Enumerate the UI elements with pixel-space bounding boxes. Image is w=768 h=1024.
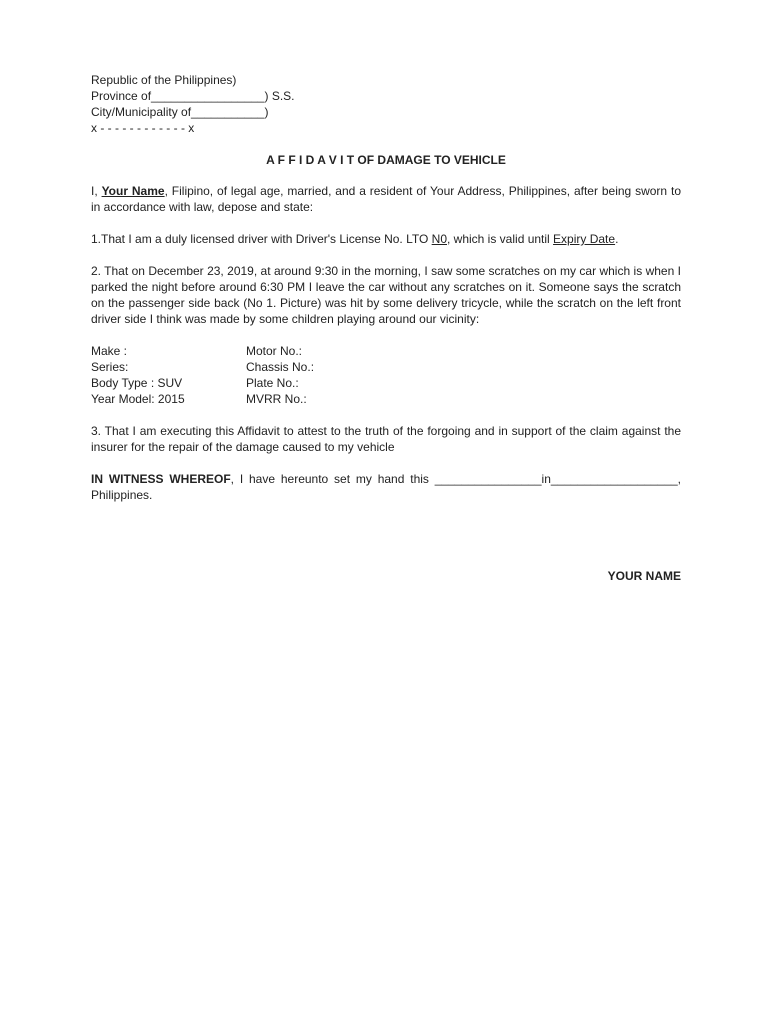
vehicle-series: Series: bbox=[91, 360, 129, 374]
venue-province: Province of_________________) S.S. bbox=[91, 89, 295, 103]
affiant-name: Your Name bbox=[101, 184, 165, 198]
vehicle-row bbox=[91, 375, 314, 391]
vehicle-motor-no: Motor No.: bbox=[246, 344, 303, 358]
vehicle-plate-no: Plate No.: bbox=[246, 376, 299, 390]
vehicle-body-type: Body Type : SUV bbox=[91, 376, 183, 390]
intro-paragraph bbox=[91, 183, 681, 215]
intro-suffix: , Filipino, of legal age, married, and a resident of Your Address, Philippines, after being sworn to in accordance with law, depose and state: bbox=[91, 184, 681, 214]
vehicle-row bbox=[91, 391, 314, 407]
witness-paragraph bbox=[91, 471, 681, 503]
item-1-prefix: 1.That I am a duly licensed driver with Driver's License No. LTO bbox=[91, 232, 432, 246]
item-2-paragraph: 2. That on December 23, 2019, at around 9:30 in the morning, I saw some scratches on my car which is when I parked the night before around 6:30 PM I leave the car without any scratches on it. Someone says the scratch on the passenger side back (No 1. Picture) was hit by some delivery tricycle, while the scratch on the left front driver side I think was made by some children playing around our vicinity: bbox=[91, 264, 681, 326]
witness-heading: IN WITNESS WHEREOF bbox=[91, 472, 231, 486]
vehicle-row bbox=[91, 343, 314, 359]
vehicle-mvrr-no: MVRR No.: bbox=[246, 392, 307, 406]
venue-header bbox=[91, 72, 681, 136]
intro-prefix: I, bbox=[91, 184, 102, 198]
item-3-paragraph: 3. That I am executing this Affidavit to attest to the truth of the forgoing and in support of the claim against the insurer for the repair of the damage caused to my vehicle bbox=[91, 424, 681, 454]
document-title: A F F I D A V I T OF DAMAGE TO VEHICLE bbox=[266, 153, 506, 167]
witness-text: , I have hereunto set my hand this ________________in___________________, Philippines. bbox=[91, 472, 681, 502]
venue-city: City/Municipality of___________) bbox=[91, 105, 269, 119]
vehicle-make: Make : bbox=[91, 344, 128, 358]
vehicle-chassis-no: Chassis No.: bbox=[246, 360, 315, 374]
signature-name: YOUR NAME bbox=[607, 569, 681, 583]
vehicle-row bbox=[91, 359, 314, 375]
item-1-middle: , which is valid until bbox=[447, 232, 554, 246]
vehicle-year-model: Year Model: 2015 bbox=[91, 392, 185, 406]
vehicle-details-table bbox=[91, 343, 314, 407]
expiry-date: Expiry Date bbox=[553, 232, 616, 246]
venue-separator: x - - - - - - - - - - - - x bbox=[91, 121, 195, 135]
item-1-paragraph bbox=[91, 231, 681, 247]
license-number: N0 bbox=[431, 232, 447, 246]
item-1-suffix: . bbox=[615, 232, 619, 246]
affidavit-document bbox=[91, 72, 681, 583]
venue-republic: Republic of the Philippines) bbox=[91, 73, 237, 87]
